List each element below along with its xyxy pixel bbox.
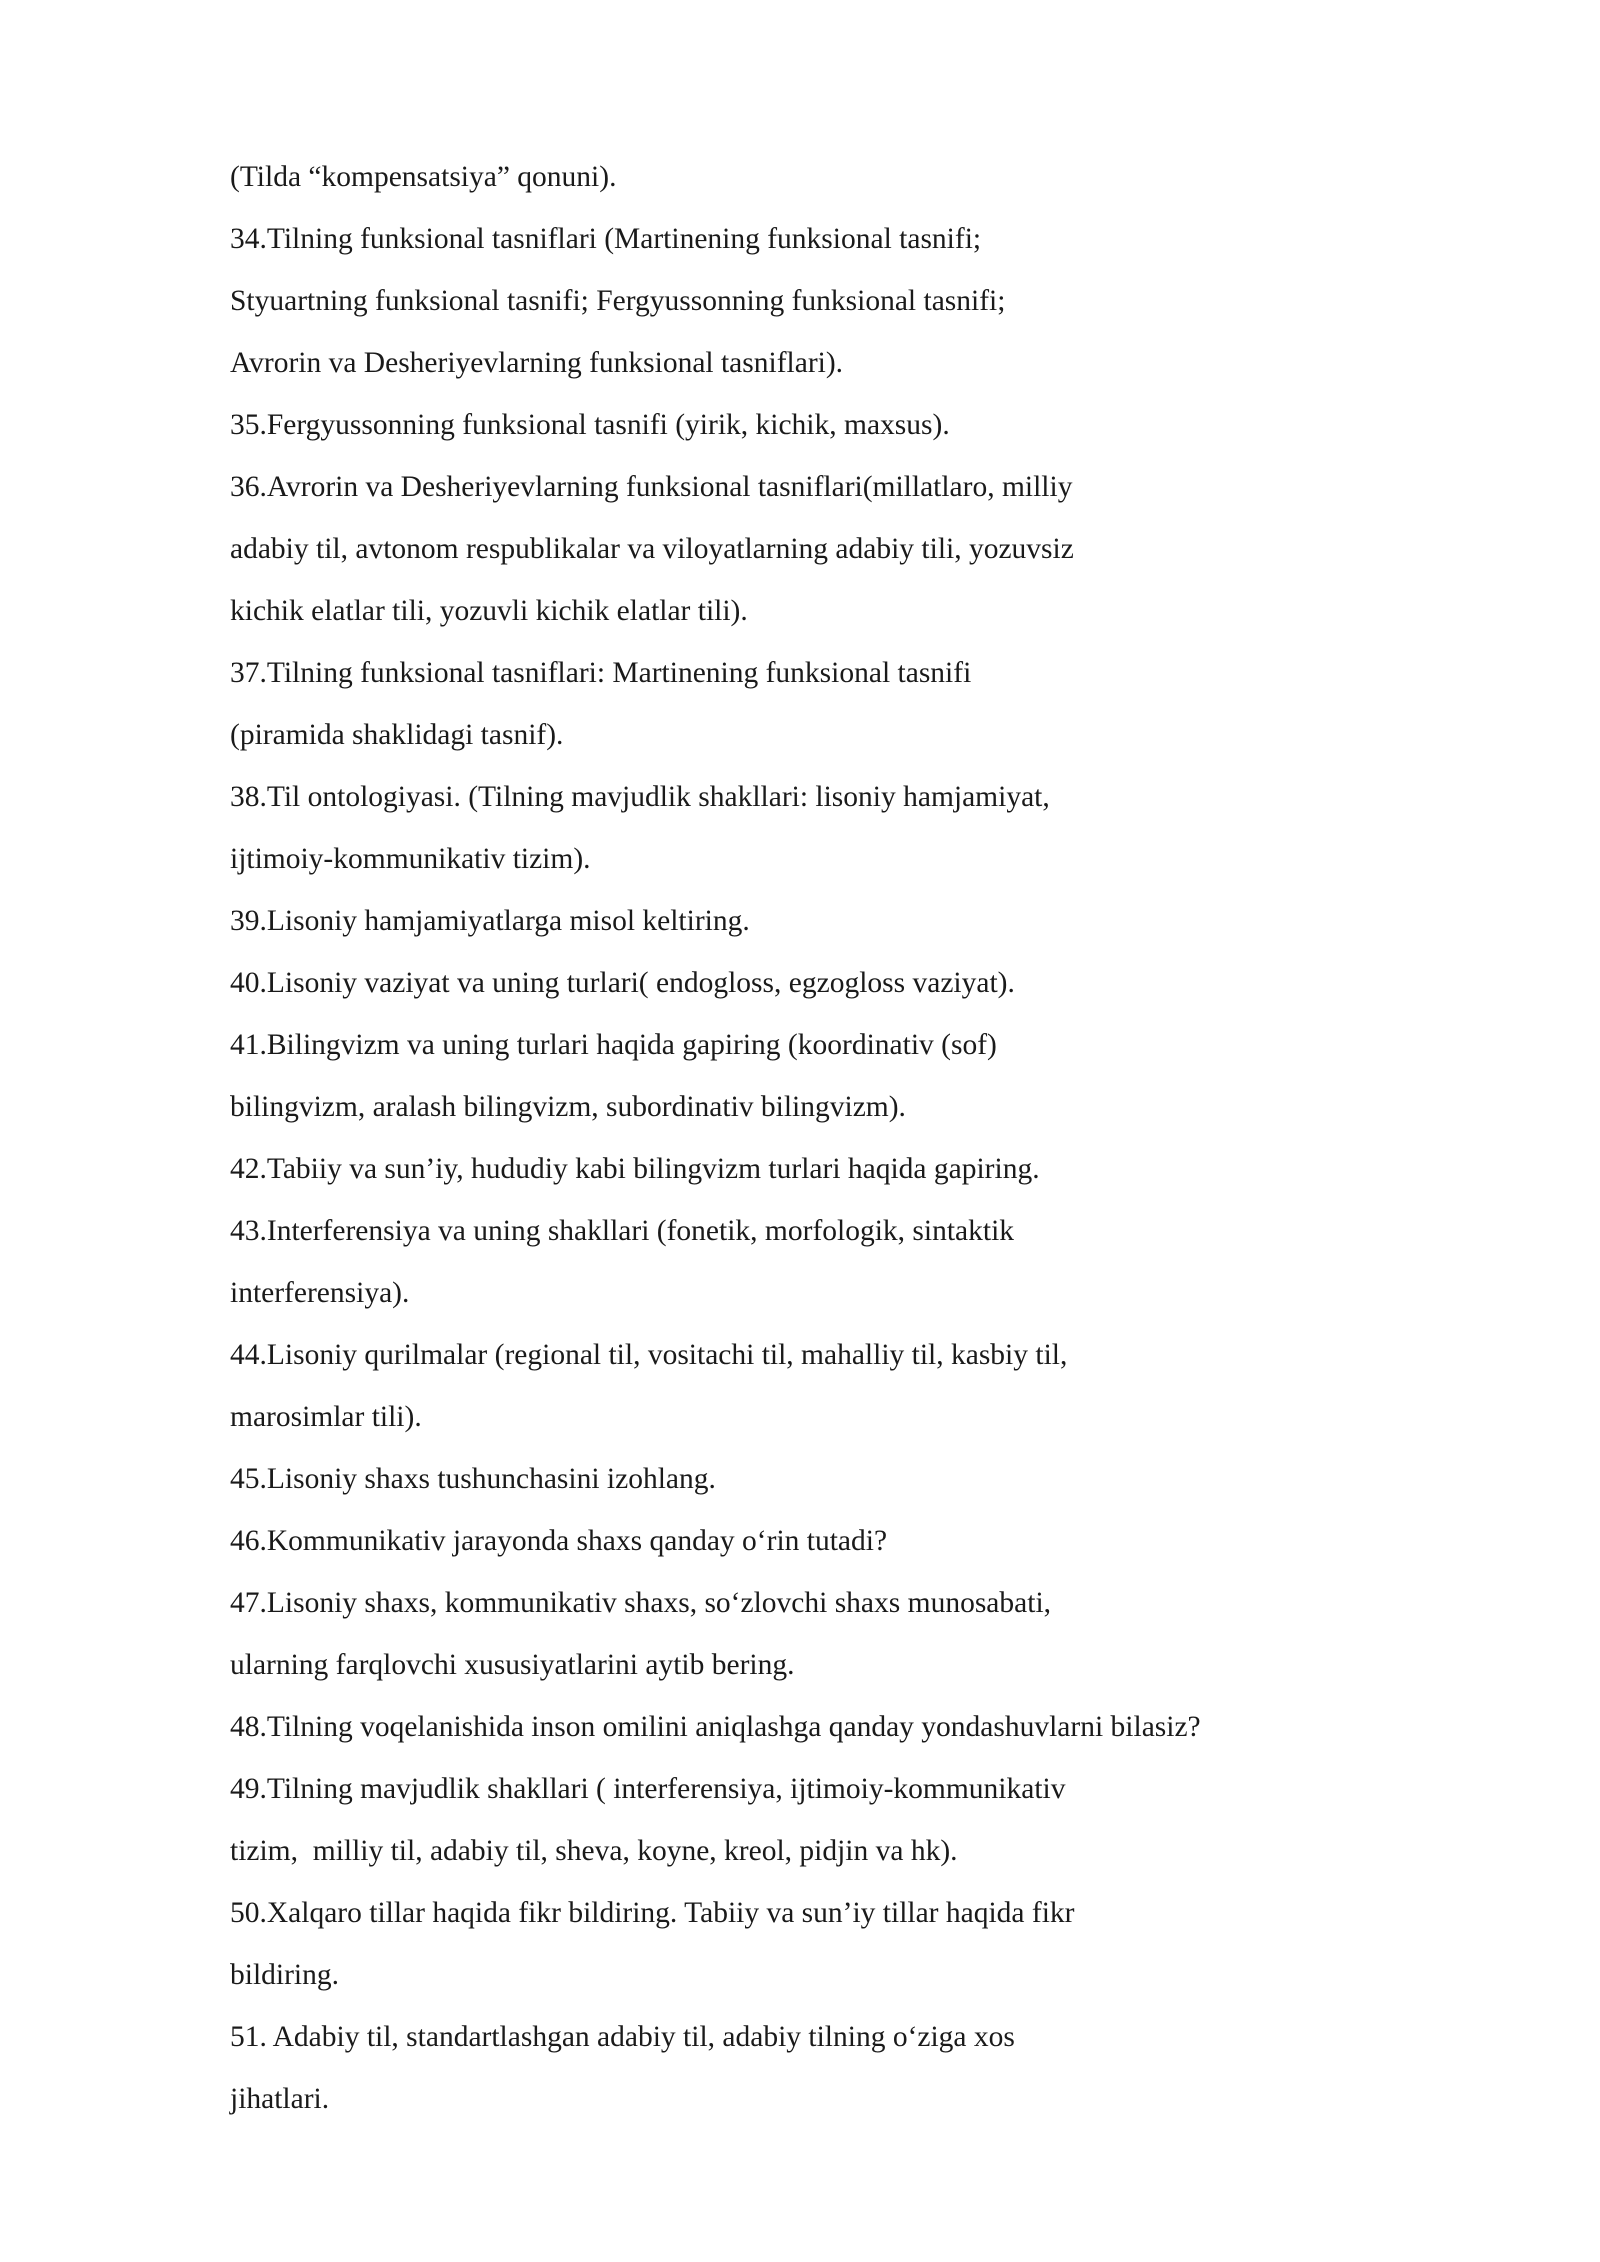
- text-line-23: 46.Kommunikativ jarayonda shaxs qanday o‘rin tutadi?: [230, 1525, 888, 1557]
- text-line-07: adabiy til, avtonom respublikalar va viloyatlarning adabiy tili, yozuvsiz: [230, 533, 1074, 565]
- text-line-24: 47.Lisoniy shaxs, kommunikativ shaxs, so‘zlovchi shaxs munosabati,: [230, 1587, 1052, 1619]
- text-line-21: marosimlar tili).: [230, 1401, 422, 1433]
- text-line-12: ijtimoiy-kommunikativ tizim).: [230, 843, 591, 875]
- text-line-32: jihatlari.: [230, 2083, 330, 2115]
- text-line-03: Styuartning funksional tasnifi; Fergyussonning funksional tasnifi;: [230, 285, 1006, 317]
- text-line-02: 34.Tilning funksional tasniflari (Martinening funksional tasnifi;: [230, 223, 982, 255]
- text-line-29: 50.Xalqaro tillar haqida fikr bildiring. Tabiiy va sun’iy tillar haqida fikr: [230, 1897, 1075, 1929]
- text-line-31: 51. Adabiy til, standartlashgan adabiy til, adabiy tilning o‘ziga xos: [230, 2021, 1015, 2053]
- text-line-20: 44.Lisoniy qurilmalar (regional til, vositachi til, mahalliy til, kasbiy til,: [230, 1339, 1068, 1371]
- text-line-26: 48.Tilning voqelanishida inson omilini aniqlashga qanday yondashuvlarni bilasiz?: [230, 1711, 1201, 1743]
- text-line-13: 39.Lisoniy hamjamiyatlarga misol keltiring.: [230, 905, 750, 937]
- text-line-06: 36.Avrorin va Desheriyevlarning funksional tasniflari(millatlaro, milliy: [230, 471, 1073, 503]
- text-line-05: 35.Fergyussonning funksional tasnifi (yirik, kichik, maxsus).: [230, 409, 950, 441]
- text-line-19: interferensiya).: [230, 1277, 410, 1309]
- text-line-18: 43.Interferensiya va uning shakllari (fonetik, morfologik, sintaktik: [230, 1215, 1015, 1247]
- text-line-16: bilingvizm, aralash bilingvizm, subordinativ bilingvizm).: [230, 1091, 906, 1123]
- text-line-28: tizim, milliy til, adabiy til, sheva, koyne, kreol, pidjin va hk).: [230, 1835, 958, 1867]
- text-line-22: 45.Lisoniy shaxs tushunchasini izohlang.: [230, 1463, 716, 1495]
- text-line-01: (Tilda “kompensatsiya” qonuni).: [230, 161, 617, 193]
- text-line-10: (piramida shaklidagi tasnif).: [230, 719, 564, 751]
- text-line-30: bildiring.: [230, 1959, 339, 1991]
- text-line-09: 37.Tilning funksional tasniflari: Martinening funksional tasnifi: [230, 657, 972, 689]
- text-line-25: ularning farqlovchi xususiyatlarini aytib bering.: [230, 1649, 795, 1681]
- text-line-27: 49.Tilning mavjudlik shakllari ( interferensiya, ijtimoiy-kommunikativ: [230, 1773, 1066, 1805]
- text-line-17: 42.Tabiiy va sun’iy, hududiy kabi bilingvizm turlari haqida gapiring.: [230, 1153, 1040, 1185]
- text-line-04: Avrorin va Desheriyevlarning funksional tasniflari).: [230, 347, 844, 379]
- text-line-08: kichik elatlar tili, yozuvli kichik elatlar tili).: [230, 595, 748, 627]
- text-line-15: 41.Bilingvizm va uning turlari haqida gapiring (koordinativ (sof): [230, 1029, 997, 1061]
- text-line-14: 40.Lisoniy vaziyat va uning turlari( endogloss, egzogloss vaziyat).: [230, 967, 1015, 999]
- question-list: [230, 146, 1480, 2130]
- text-line-11: 38.Til ontologiyasi. (Tilning mavjudlik shakllari: lisoniy hamjamiyat,: [230, 781, 1050, 813]
